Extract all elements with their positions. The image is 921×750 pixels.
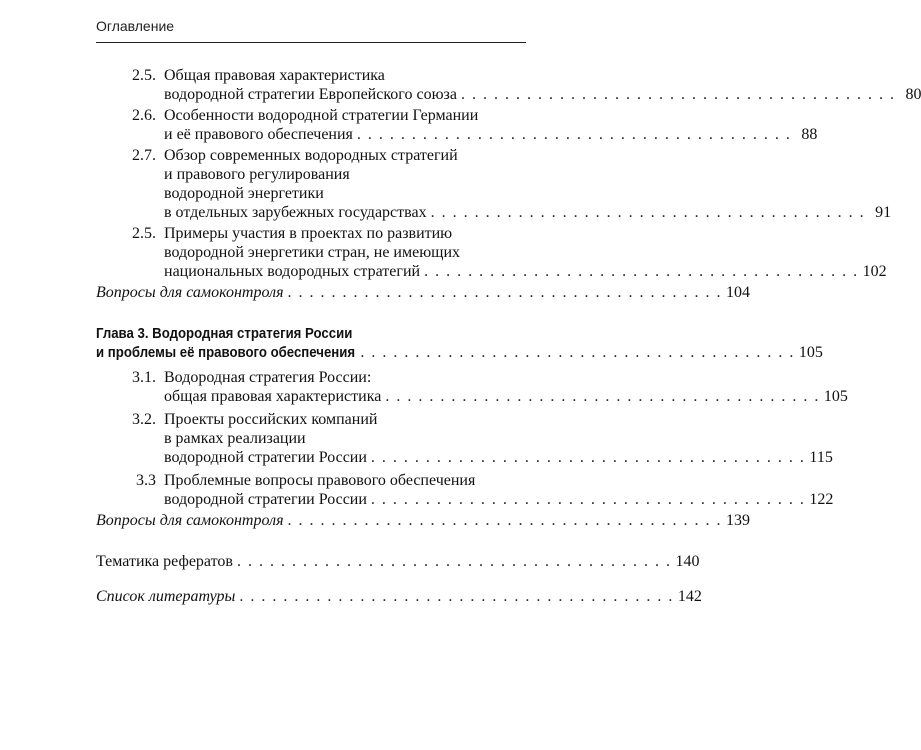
entry-title-line: и её правового обеспечения <box>164 126 353 143</box>
toc-entry-3-3[interactable] <box>96 471 834 509</box>
section-number: 2.7. <box>132 147 156 164</box>
page-number: 122 <box>809 491 834 508</box>
entry-title-line: Проблемные вопросы правового обеспечения <box>164 472 476 489</box>
toc-entry-2-5-eu[interactable] <box>96 66 921 104</box>
entry-title: Тематика рефератов <box>96 553 233 570</box>
entry-title-line: водородной энергетики стран, не имеющих <box>164 244 461 261</box>
toc-entry-3-1[interactable] <box>96 368 848 406</box>
toc-entry-bibliography[interactable] <box>96 587 702 606</box>
entry-title-line: и правового регулирования <box>164 166 350 183</box>
entry-title: Вопросы для самоконтроля <box>96 512 284 529</box>
chapter-title-line: и проблемы её правового обеспечения <box>96 344 356 361</box>
dot-leader: . . . . . . . . . . . . . . . . . . . . . . . . . . . . . . . . . . . . . . . . <box>356 126 792 143</box>
page-number: 105 <box>823 388 848 405</box>
entry-title-line: в рамках реализации <box>164 430 306 447</box>
dot-leader: . . . . . . . . . . . . . . . . . . . . . . . . . . . . . . . . . . . . . . . . <box>239 588 674 605</box>
dot-leader: . . . . . . . . . . . . . . . . . . . . . . . . . . . . . . . . . . . . . . . . <box>385 388 820 405</box>
page-number: 80 <box>905 86 921 103</box>
dot-leader: . . . . . . . . . . . . . . . . . . . . . . . . . . . . . . . . . . . . . . . . <box>287 284 722 301</box>
entry-title-line: Особенности водородной стратегии Германии <box>164 107 479 124</box>
page-number: 140 <box>675 553 700 570</box>
table-of-contents <box>96 66 921 606</box>
section-number: 3.2. <box>132 411 156 428</box>
section-number: 3.1. <box>132 369 156 386</box>
page-number: 102 <box>862 263 887 280</box>
toc-entry-essay-topics[interactable] <box>96 552 700 571</box>
dot-leader: . . . . . . . . . . . . . . . . . . . . . . . . . . . . . . . . . . . . . . . . <box>370 491 806 508</box>
entry-title: Список литературы <box>96 588 236 605</box>
toc-entry-chapter-3[interactable] <box>96 324 823 362</box>
toc-entry-questions-ch2[interactable] <box>96 283 750 302</box>
toc-entry-3-2[interactable] <box>96 410 833 467</box>
dot-leader: . . . . . . . . . . . . . . . . . . . . . . . . . . . . . . . . . . . . . . . . <box>236 553 672 570</box>
entry-title-line: национальных водородных стратегий <box>164 263 421 280</box>
entry-title-line: водородной стратегии Европейского союза <box>164 86 457 103</box>
entry-title-line: общая правовая характеристика <box>164 388 382 405</box>
dot-leader: . . . . . . . . . . . . . . . . . . . . . . . . . . . . . . . . . . . . . . . . <box>424 263 859 280</box>
entry-title-line: Общая правовая характеристика <box>164 67 385 84</box>
section-number: 3.3 <box>136 472 156 489</box>
entry-title-line: в отдельных зарубежных государствах <box>164 204 427 221</box>
dot-leader: . . . . . . . . . . . . . . . . . . . . . . . . . . . . . . . . . . . . . . . . <box>360 344 795 361</box>
running-header: Оглавление <box>96 18 175 34</box>
dot-leader: . . . . . . . . . . . . . . . . . . . . . . . . . . . . . . . . . . . . . . . . <box>287 512 722 529</box>
header-rule <box>96 42 526 43</box>
page-number: 88 <box>801 126 818 143</box>
entry-title: Вопросы для самоконтроля <box>96 284 284 301</box>
dot-leader: . . . . . . . . . . . . . . . . . . . . . . . . . . . . . . . . . . . . . . . . <box>370 449 806 466</box>
page-number: 105 <box>798 344 823 361</box>
entry-title-line: Проекты российских компаний <box>164 411 378 428</box>
page-number: 139 <box>726 512 750 529</box>
toc-entry-2-6[interactable] <box>96 106 818 144</box>
entry-title-line: водородной стратегии России <box>164 449 367 466</box>
toc-entry-questions-ch3[interactable] <box>96 511 750 530</box>
section-number: 2.5. <box>132 67 156 84</box>
section-number: 2.6. <box>132 107 156 124</box>
page-number: 104 <box>726 284 750 301</box>
page-number: 91 <box>875 204 892 221</box>
toc-entry-2-7[interactable] <box>96 146 892 222</box>
entry-title-line: водородной стратегии России <box>164 491 367 508</box>
page-number: 142 <box>677 588 702 605</box>
dot-leader: . . . . . . . . . . . . . . . . . . . . . . . . . . . . . . . . . . . . . . . . <box>430 204 866 221</box>
entry-title-line: Примеры участия в проектах по развитию <box>164 225 453 242</box>
toc-entry-2-5-projects[interactable] <box>96 224 887 281</box>
entry-title-line: Водородная стратегия России: <box>164 369 372 386</box>
dot-leader: . . . . . . . . . . . . . . . . . . . . . . . . . . . . . . . . . . . . . . . . <box>460 86 896 103</box>
page-number: 115 <box>809 449 833 466</box>
section-number: 2.5. <box>132 225 156 242</box>
entry-title-line: водородной энергетики <box>164 185 324 202</box>
chapter-title-line: Глава 3. Водородная стратегия России <box>96 325 353 342</box>
entry-title-line: Обзор современных водородных стратегий <box>164 147 458 164</box>
